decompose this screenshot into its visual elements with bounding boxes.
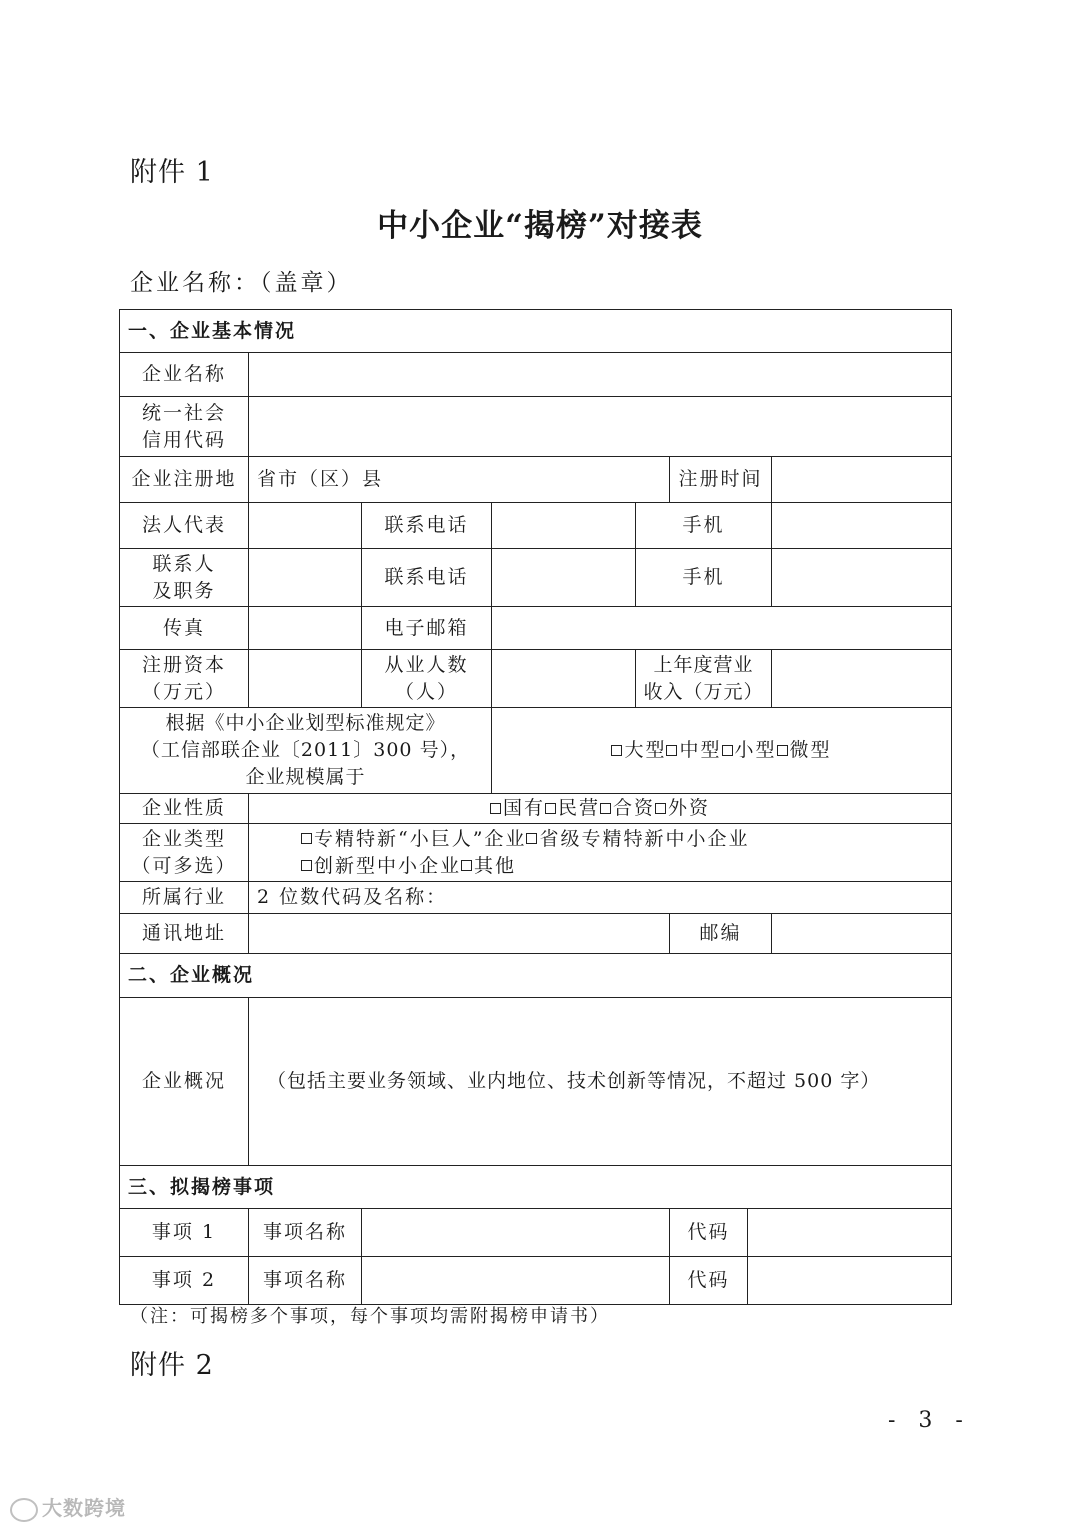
scale-option-medium[interactable]: 中型 xyxy=(666,739,721,761)
address-field[interactable] xyxy=(249,914,670,954)
page-number: - 3 - xyxy=(888,1408,971,1433)
nature-option-state[interactable]: 国有 xyxy=(490,797,545,819)
nature-option-private[interactable]: 民营 xyxy=(545,797,600,819)
scale-option-micro[interactable]: 微型 xyxy=(777,739,832,761)
industry-field[interactable]: 2 位数代码及名称： xyxy=(249,882,952,914)
watermark: 大数跨境 xyxy=(10,1492,126,1522)
reg-capital-label: 注册资本 （万元） xyxy=(120,650,249,708)
item-1-code-label: 代码 xyxy=(670,1209,748,1257)
contact-mobile-field[interactable] xyxy=(772,549,952,607)
credit-code-label: 统一社会 信用代码 xyxy=(120,397,249,457)
employees-label: 从业人数 （人） xyxy=(362,650,492,708)
contact-label: 联系人 及职务 xyxy=(120,549,249,607)
form-title: 中小企业“揭榜”对接表 xyxy=(377,208,703,244)
item-2-name-field[interactable] xyxy=(362,1257,670,1305)
item-2-code-field[interactable] xyxy=(748,1257,952,1305)
reg-time-label: 注册时间 xyxy=(670,457,772,503)
nature-label: 企业性质 xyxy=(120,794,249,824)
company-seal-label: 企业名称：（盖章） xyxy=(130,270,353,296)
reg-capital-field[interactable] xyxy=(249,650,362,708)
contact-phone-label: 联系电话 xyxy=(362,549,492,607)
company-name-field[interactable] xyxy=(249,353,952,397)
email-label: 电子邮箱 xyxy=(362,607,492,650)
nature-options xyxy=(249,794,952,824)
checkbox-icon xyxy=(611,745,622,756)
checkbox-icon xyxy=(666,745,677,756)
checkbox-icon xyxy=(655,803,666,814)
postcode-field[interactable] xyxy=(772,914,952,954)
contact-field[interactable] xyxy=(249,549,362,607)
scale-option-small[interactable]: 小型 xyxy=(722,739,777,761)
form-note: （注：可揭榜多个事项，每个事项均需附揭榜申请书） xyxy=(130,1306,610,1327)
attachment-2-label: 附件 2 xyxy=(130,1350,214,1381)
revenue-label: 上年度营业 收入（万元） xyxy=(636,650,772,708)
type-option-other[interactable]: 其他 xyxy=(461,855,516,877)
contact-mobile-label: 手机 xyxy=(636,549,772,607)
reg-place-label: 企业注册地 xyxy=(120,457,249,503)
type-options xyxy=(249,824,952,882)
attachment-1-label: 附件 1 xyxy=(130,157,214,188)
overview-label: 企业概况 xyxy=(120,998,249,1166)
type-option-provincial[interactable]: 省级专精特新中小企业 xyxy=(526,828,749,850)
fax-label: 传真 xyxy=(120,607,249,650)
scale-option-large[interactable]: 大型 xyxy=(611,739,666,761)
legal-rep-phone-field[interactable] xyxy=(492,503,636,549)
scale-options xyxy=(492,708,952,794)
item-1-name-label: 事项名称 xyxy=(249,1209,362,1257)
checkbox-icon xyxy=(545,803,556,814)
item-2-label: 事项 2 xyxy=(120,1257,249,1305)
type-option-innovative[interactable]: 创新型中小企业 xyxy=(301,855,461,877)
checkbox-icon xyxy=(461,860,472,871)
legal-rep-mobile-field[interactable] xyxy=(772,503,952,549)
email-field[interactable] xyxy=(492,607,952,650)
nature-option-foreign[interactable]: 外资 xyxy=(655,797,710,819)
legal-rep-label: 法人代表 xyxy=(120,503,249,549)
revenue-field[interactable] xyxy=(772,650,952,708)
item-1-code-field[interactable] xyxy=(748,1209,952,1257)
company-name-label: 企业名称 xyxy=(120,353,249,397)
checkbox-icon xyxy=(722,745,733,756)
checkbox-icon xyxy=(526,833,537,844)
section-items: 三、拟揭榜事项 xyxy=(120,1166,952,1209)
legal-rep-phone-label: 联系电话 xyxy=(362,503,492,549)
industry-label: 所属行业 xyxy=(120,882,249,914)
section-overview: 二、企业概况 xyxy=(120,954,952,998)
checkbox-icon xyxy=(490,803,501,814)
checkbox-icon xyxy=(301,833,312,844)
legal-rep-mobile-label: 手机 xyxy=(636,503,772,549)
scale-basis-label: 根据《中小企业划型标准规定》 （工信部联企业〔2011〕300 号）， 企业规模属于 xyxy=(120,708,492,794)
type-label: 企业类型 （可多选） xyxy=(120,824,249,882)
checkbox-icon xyxy=(301,860,312,871)
section-basic-info: 一、企业基本情况 xyxy=(120,310,952,353)
legal-rep-field[interactable] xyxy=(249,503,362,549)
checkbox-icon xyxy=(777,745,788,756)
checkbox-icon xyxy=(600,803,611,814)
employees-field[interactable] xyxy=(492,650,636,708)
address-label: 通讯地址 xyxy=(120,914,249,954)
nature-option-joint[interactable]: 合资 xyxy=(600,797,655,819)
reg-time-field[interactable] xyxy=(772,457,952,503)
item-1-name-field[interactable] xyxy=(362,1209,670,1257)
item-1-label: 事项 1 xyxy=(120,1209,249,1257)
fax-field[interactable] xyxy=(249,607,362,650)
item-2-name-label: 事项名称 xyxy=(249,1257,362,1305)
postcode-label: 邮编 xyxy=(670,914,772,954)
matching-form-table xyxy=(119,309,952,1305)
type-option-little-giant[interactable]: 专精特新“小巨人”企业 xyxy=(301,828,526,850)
overview-field[interactable]: （包括主要业务领域、业内地位、技术创新等情况，不超过 500 字） xyxy=(249,998,952,1166)
contact-phone-field[interactable] xyxy=(492,549,636,607)
reg-place-field[interactable]: 省市（区）县 xyxy=(249,457,670,503)
watermark-logo-icon xyxy=(10,1498,38,1522)
item-2-code-label: 代码 xyxy=(670,1257,748,1305)
credit-code-field[interactable] xyxy=(249,397,952,457)
